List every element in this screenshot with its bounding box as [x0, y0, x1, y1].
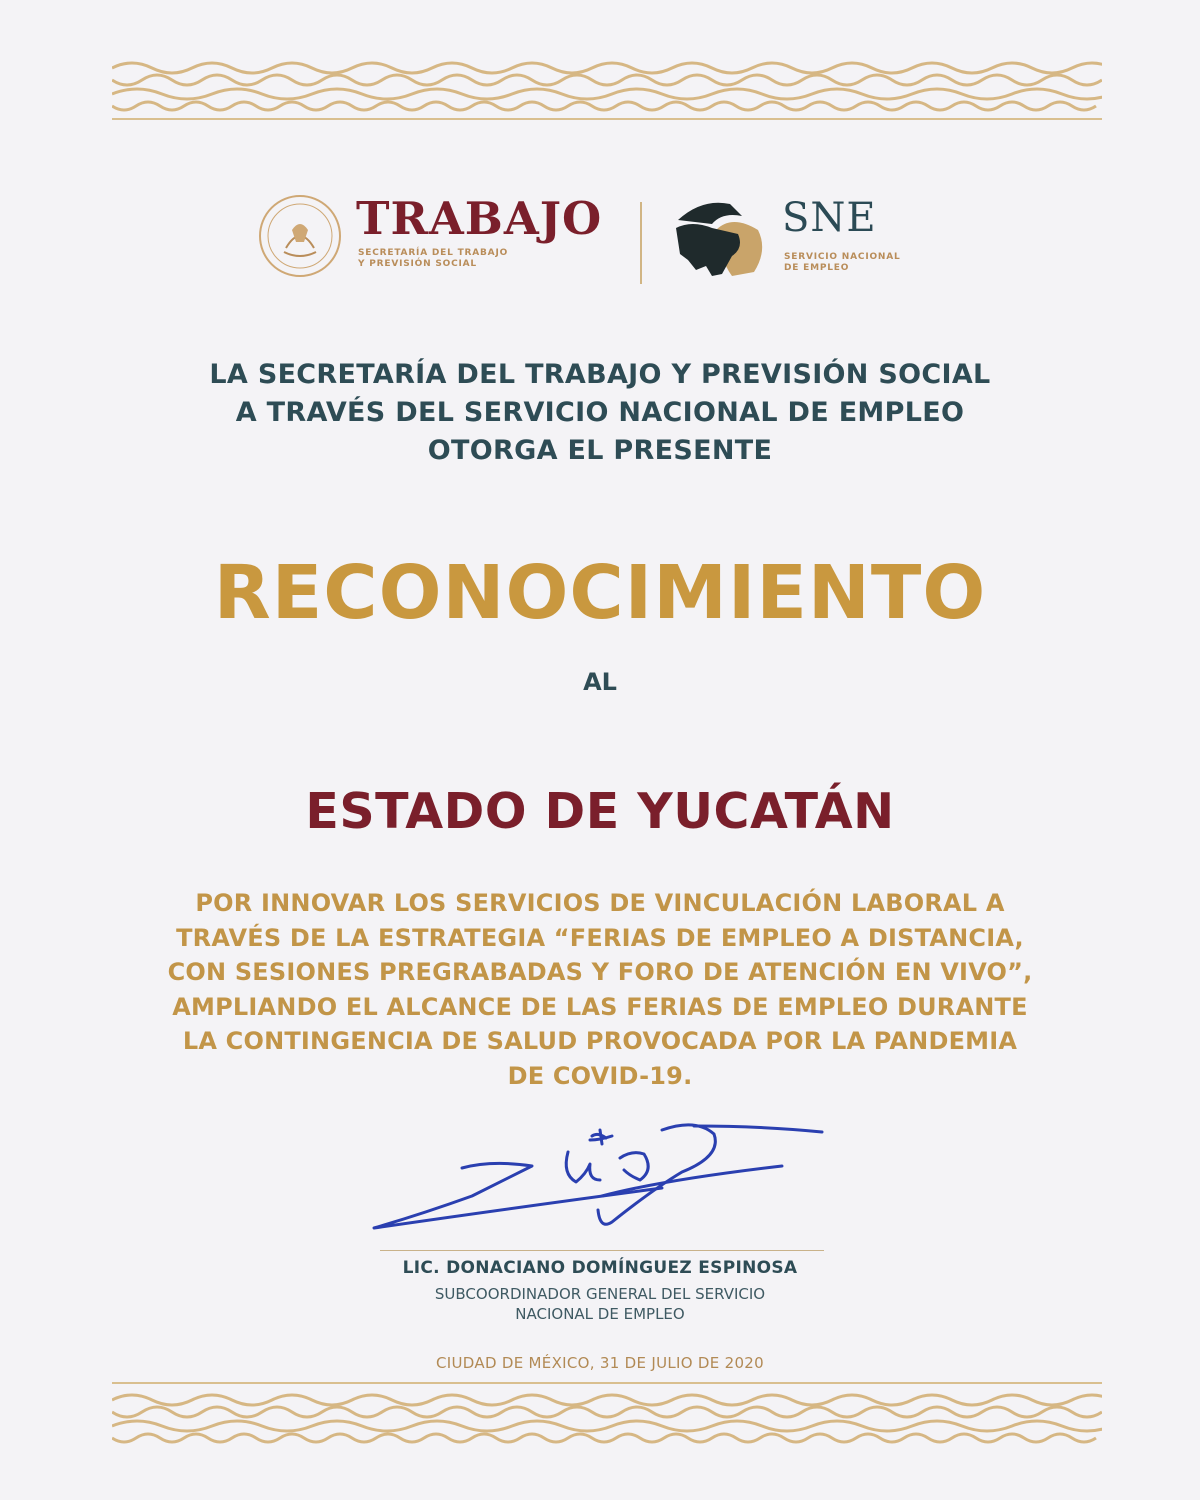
reason-line: TRAVÉS DE LA ESTRATEGIA “FERIAS DE EMPLEO A DISTANCIA,: [176, 923, 1024, 952]
trabajo-logo-subtitle: [358, 248, 578, 270]
reason-line: LA CONTINGENCIA DE SALUD PROVOCADA POR LA PANDEMIA: [182, 1027, 1018, 1055]
trabajo-logo-word: TRABAJO: [356, 192, 603, 245]
intro-line: OTORGA EL PRESENTE: [427, 435, 773, 466]
handwritten-signature: [362, 1110, 842, 1240]
trabajo-subtitle-line: Y PREVISIÓN SOCIAL: [358, 259, 477, 269]
pattern-top-icon: [112, 58, 1102, 114]
award-reason: [0, 886, 1200, 1093]
decorative-pattern-band-bottom: [112, 1388, 1102, 1446]
intro-line: A TRAVÉS DEL SERVICIO NACIONAL DE EMPLEO: [235, 397, 965, 428]
handshake-icon: [672, 190, 772, 282]
sne-logo-word: SNE: [782, 195, 877, 241]
pattern-bottom-icon: [112, 1388, 1102, 1446]
sne-logo-subtitle: [784, 252, 944, 274]
reason-line: POR INNOVAR LOS SERVICIOS DE VINCULACIÓN LABORAL A: [195, 889, 1005, 917]
sne-subtitle-line: SERVICIO NACIONAL: [784, 252, 901, 262]
reason-line: DE COVID-19.: [507, 1061, 693, 1090]
reason-line: CON SESIONES PREGRABADAS Y FORO DE ATENCIÓN EN VIVO”,: [167, 958, 1033, 986]
connector-text: AL: [583, 668, 617, 696]
mexico-seal-icon: [258, 194, 342, 278]
intro-statement: [0, 356, 1200, 470]
intro-line: LA SECRETARÍA DEL TRABAJO Y PREVISIÓN SOCIAL: [209, 359, 991, 390]
place-and-date: CIUDAD DE MÉXICO, 31 DE JULIO DE 2020: [436, 1354, 764, 1372]
signer-name: LIC. DONACIANO DOMÍNGUEZ ESPINOSA: [402, 1258, 798, 1278]
band-rule-top: [112, 118, 1102, 120]
logo-divider: [640, 202, 642, 284]
reason-line: AMPLIANDO EL ALCANCE DE LAS FERIAS DE EMPLEO DURANTE: [172, 992, 1028, 1021]
signer-role-line: NACIONAL DE EMPLEO: [515, 1305, 685, 1323]
recipient-name: ESTADO DE YUCATÁN: [305, 783, 895, 840]
trabajo-subtitle-line: SECRETARÍA DEL TRABAJO: [358, 248, 509, 258]
certificate-title: RECONOCIMIENTO: [213, 550, 987, 636]
signature-line: [380, 1250, 824, 1251]
decorative-pattern-band-top: [112, 58, 1102, 114]
logo-header: [0, 190, 1200, 290]
band-rule-bottom: [112, 1382, 1102, 1384]
signer-role-line: SUBCOORDINADOR GENERAL DEL SERVICIO: [434, 1285, 766, 1303]
sne-subtitle-line: DE EMPLEO: [784, 263, 850, 273]
signer-role: [0, 1284, 1200, 1324]
